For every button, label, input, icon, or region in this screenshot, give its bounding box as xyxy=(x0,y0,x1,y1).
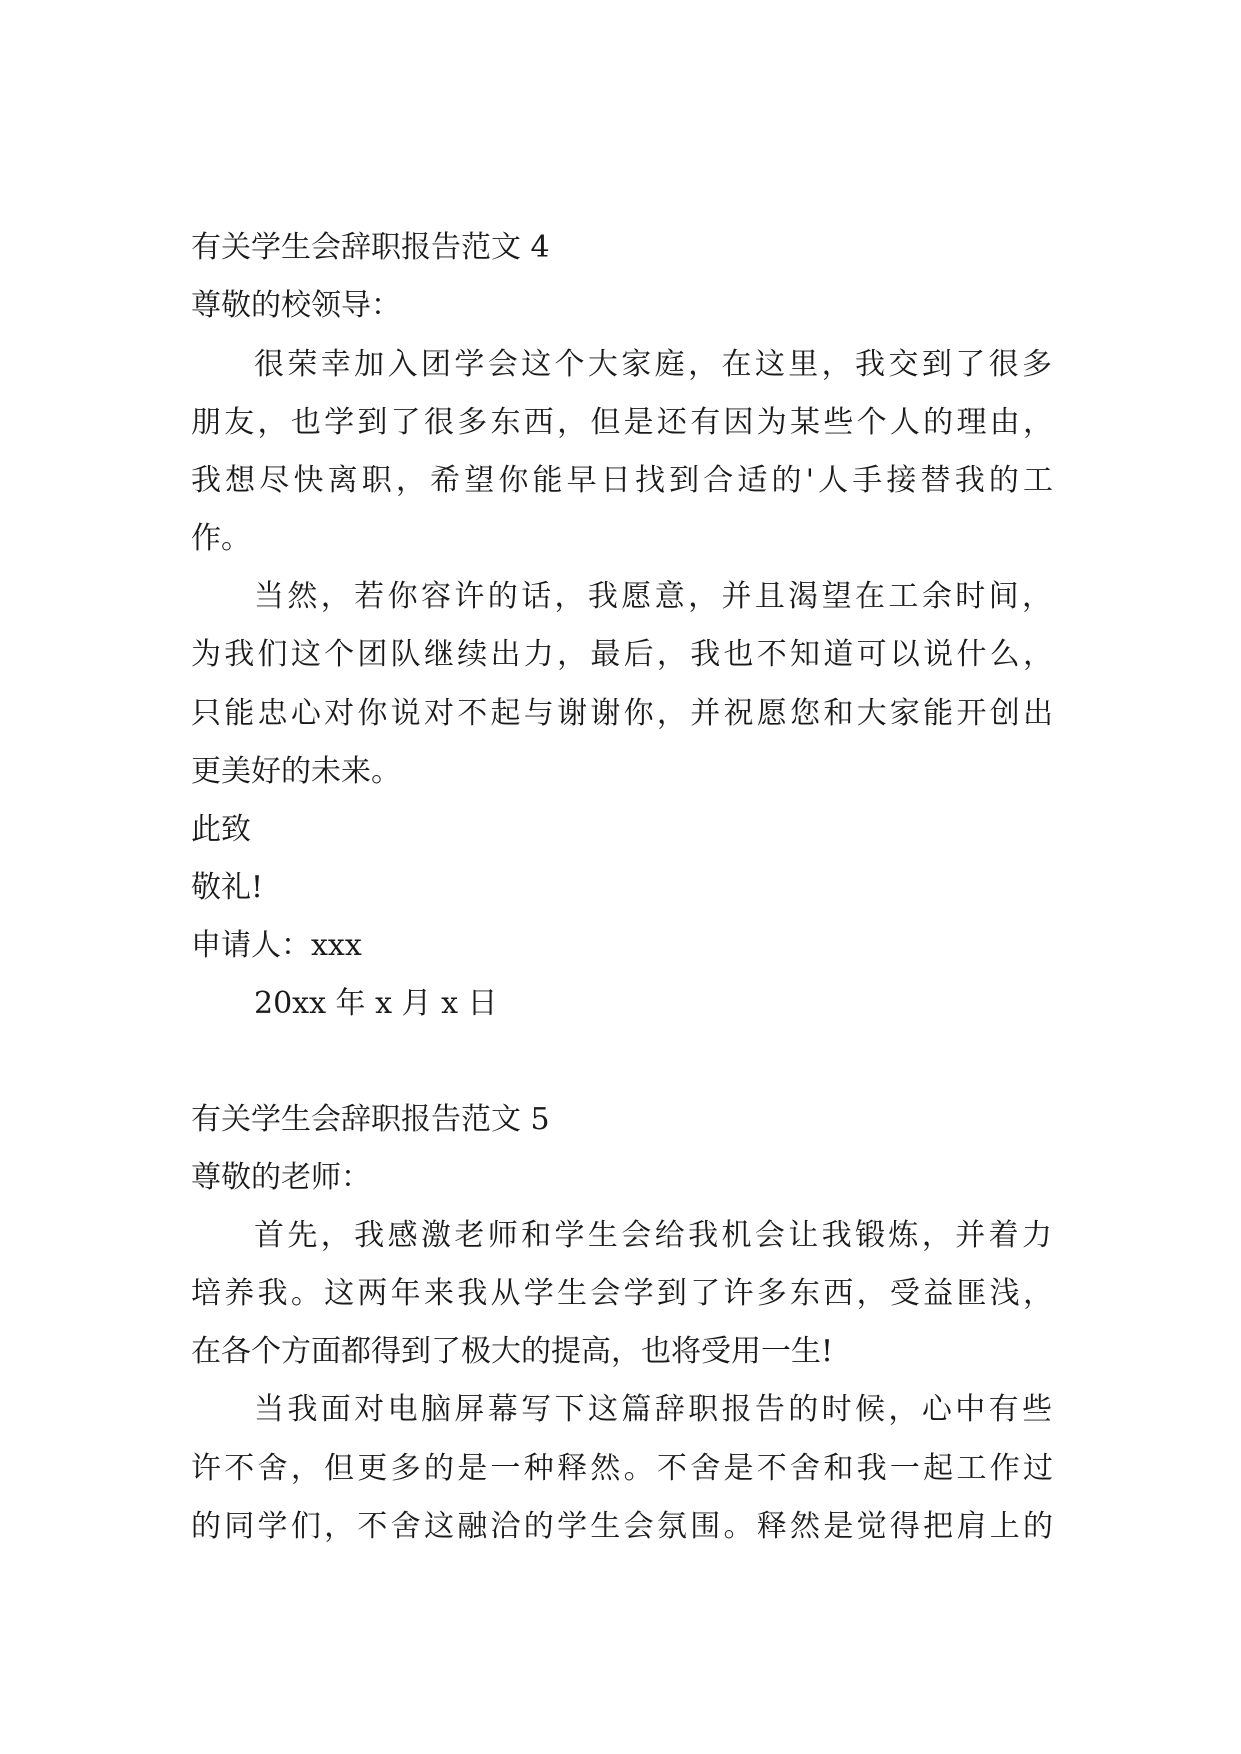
letter4-salutation: 尊敬的校领导： xyxy=(191,288,401,323)
letter5-p1-line3: 在各个方面都得到了极大的提高，也将受用一生! xyxy=(191,1334,834,1369)
letter4-p2-line4: 更美好的未来。 xyxy=(191,754,401,789)
letter5-p1-line2: 培养我。这两年来我从学生会学到了许多东西，受益匪浅， xyxy=(191,1276,1053,1311)
letter4-applicant: 申请人：xxx xyxy=(191,928,362,963)
letter4-p2-line2: 为我们这个团队继续出力，最后，我也不知道可以说什么， xyxy=(191,637,1053,672)
letter5-title: 有关学生会辞职报告范文 5 xyxy=(191,1102,550,1137)
letter4-date: 20xx 年 x 月 x 日 xyxy=(254,986,498,1021)
letter4-p2-line3: 只能忠心对你说对不起与谢谢你，并祝愿您和大家能开创出 xyxy=(191,696,1053,731)
letter4-p2-line1: 当然，若你容许的话，我愿意，并且渴望在工余时间， xyxy=(254,579,1052,614)
letter4-p1-line2: 朋友，也学到了很多东西，但是还有因为某些个人的理由， xyxy=(191,405,1053,440)
letter4-closing1: 此致 xyxy=(191,812,251,847)
letter5-p1-line1: 首先，我感激老师和学生会给我机会让我锻炼，并着力 xyxy=(254,1218,1052,1253)
letter4-p1-line1: 很荣幸加入团学会这个大家庭，在这里，我交到了很多 xyxy=(254,347,1052,382)
letter5-salutation: 尊敬的老师： xyxy=(191,1160,371,1195)
letter5-p2-line3: 的同学们，不舍这融洽的学生会氛围。释然是觉得把肩上的 xyxy=(191,1509,1053,1544)
letter4-closing2: 敬礼! xyxy=(191,870,264,905)
letter4-p1-line4: 作。 xyxy=(191,521,251,556)
letter5-p2-line2: 许不舍，但更多的是一种释然。不舍是不舍和我一起工作过 xyxy=(191,1451,1053,1486)
letter4-title: 有关学生会辞职报告范文 4 xyxy=(191,230,550,265)
letter5-p2-line1: 当我面对电脑屏幕写下这篇辞职报告的时候，心中有些 xyxy=(254,1392,1052,1427)
letter4-p1-line3: 我想尽快离职，希望你能早日找到合适的'人手接替我的工 xyxy=(191,463,1053,498)
